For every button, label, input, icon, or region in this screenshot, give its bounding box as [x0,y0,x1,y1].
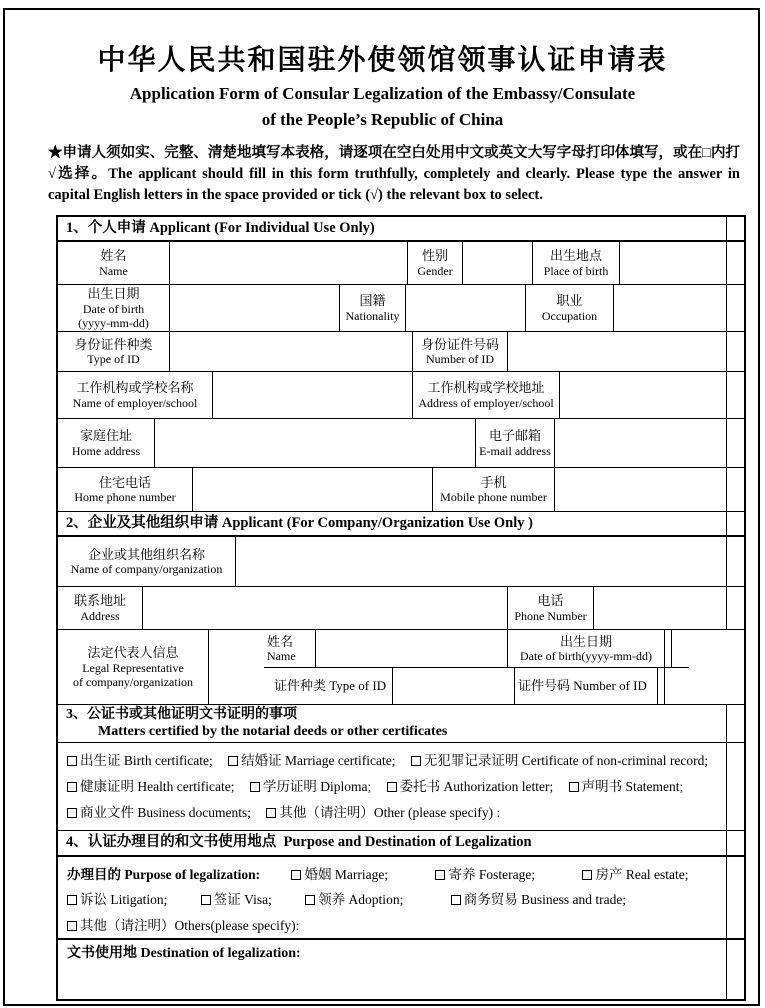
checkbox-adoption[interactable] [305,895,315,905]
checkbox-other-certificate[interactable] [266,808,276,818]
margin-cell [727,857,744,938]
company-name-input[interactable] [236,537,727,586]
checkbox-litigation[interactable] [67,895,77,905]
rep-dob-input[interactable] [665,630,672,667]
company-name-label: 企业或其他组织名称 Name of company/organization [58,537,236,586]
row-dob-nationality-occupation [58,285,744,332]
home-phone-label: 住宅电话 Home phone number [58,468,193,511]
row-employer [58,372,744,419]
rep-name-input[interactable] [316,630,508,667]
checkbox-item: 房产 Real estate; [582,867,688,882]
certificate-options-line2 [67,774,717,800]
rep-id-number-label: 证件号码 Number of ID [515,668,658,705]
checkbox-item: 领养 Adoption; [305,892,403,907]
employer-address-input[interactable] [560,372,727,418]
nationality-label: 国籍 Nationality [340,285,406,331]
margin-cell [727,940,744,999]
checkbox-item: 健康证明 Health certificate; [67,779,234,794]
margin-cell [727,468,744,511]
company-address-label: 联系地址 Address [58,587,143,629]
row-rep-name-dob [264,630,689,668]
birthplace-label: 出生地点 Place of birth [533,242,620,284]
checkbox-birth-certificate[interactable] [67,756,77,766]
purpose-label: 办理目的 Purpose of legalization: [67,867,261,882]
section1-header-row [58,217,744,242]
form-title-en-line1: Application Form of Consular Legalization of the Embassy/Consulate [129,84,636,103]
margin-cell [665,668,682,705]
instructions-en: The applicant should fill in this form truthfully, completely and clearly. Please type the answer in capital English letters in the space provided or tick (√) the relevant box to select. [48,166,740,203]
dob-input[interactable] [170,285,340,331]
section4-header-row [58,831,744,857]
checkbox-item: 商务贸易 Business and trade; [451,892,626,907]
margin-cell [672,630,689,667]
email-input[interactable] [555,419,727,467]
section1-title: 1、个人申请 Applicant (For Individual Use Only) [58,217,727,240]
certificate-options [58,743,727,830]
margin-cell [727,332,744,371]
employer-name-label: 工作机构或学校名称 Name of employer/school [58,372,213,418]
company-address-input[interactable] [143,587,508,629]
margin-cell [727,217,744,240]
checkbox-authorization-letter[interactable] [387,782,397,792]
dob-label: 出生日期 Date of birth (yyyy-mm-dd) [58,285,170,331]
employer-address-label: 工作机构或学校地址 Address of employer/school [413,372,560,418]
section2-title: 2、企业及其他组织申请 Applicant (For Company/Organization Use Only ) [58,512,727,535]
checkbox-business-trade[interactable] [451,895,461,905]
checkbox-fosterage[interactable] [435,870,445,880]
margin-cell [727,419,744,467]
rep-name-label: 姓名 Name [264,630,316,667]
checkbox-visa[interactable] [201,895,211,905]
id-number-input[interactable] [508,332,727,371]
checkbox-statement[interactable] [569,782,579,792]
checkbox-business-documents[interactable] [67,808,77,818]
destination-cell[interactable] [58,940,727,999]
employer-name-input[interactable] [213,372,413,418]
home-address-input[interactable] [155,419,476,467]
legal-rep-subtable [209,630,744,704]
row-name-gender-birthplace [58,242,744,285]
name-input[interactable] [170,242,408,284]
purpose-line1 [67,862,717,887]
checkbox-item: 学历证明 Diploma; [250,779,371,794]
checkbox-item: 商业文件 Business documents; [67,805,251,820]
id-type-input[interactable] [170,332,413,371]
checkbox-marriage[interactable] [291,870,301,880]
other-certificate-input[interactable] [409,826,717,830]
margin-cell [727,242,744,284]
name-label: 姓名 Name [58,242,170,284]
margin-cell [727,537,744,586]
filling-instructions [48,143,740,206]
destination-label: 文书使用地 Destination of legalization: [67,946,301,961]
checkbox-item: 出生证 Birth certificate; [67,753,213,768]
nationality-input[interactable] [406,285,526,331]
occupation-input[interactable] [614,285,727,331]
purpose-line3 [67,913,717,938]
form-table [56,215,746,1001]
gender-input[interactable] [463,242,533,284]
form-title-en-line2: of the People’s Republic of China [261,110,504,129]
checkbox-other-purpose[interactable] [67,921,77,931]
section3-title: 3、公证书或其他证明文书证明的事项 Matters certified by the notarial deeds or other certificates [58,705,727,742]
home-address-label: 家庭住址 Home address [58,419,155,467]
margin-cell [727,285,744,331]
row-home-address-email [58,419,744,468]
section2-header-row [58,512,744,537]
certificate-options-line3 [67,800,717,826]
checkbox-item: 签证 Visa; [201,892,272,907]
purpose-line2 [67,887,717,913]
checkbox-diploma[interactable] [250,782,260,792]
section3-header-row [58,705,744,743]
gender-label: 性别 Gender [408,242,463,284]
row-company-address-phone [58,587,744,630]
rep-dob-label: 出生日期 Date of birth(yyyy-mm-dd) [508,630,665,667]
form-title-zh: 中华人民共和国驻外使领馆领事认证申请表 [97,45,668,76]
mobile-phone-label: 手机 Mobile phone number [433,468,555,511]
purpose-options [58,857,727,938]
row-id-type-number [58,332,744,372]
id-number-label: 身份证件号码 Number of ID [413,332,508,371]
checkbox-item: 结婚证 Marriage certificate; [228,753,395,768]
checkbox-item: 无犯罪记录证明 Certificate of non-criminal record; [411,753,708,768]
instructions-zh: ★申请人须如实、完整、清楚地填写本表格，请逐项在空白处用中文或英文大写字母打印体填写，或在□内打√选择。 [48,145,740,182]
occupation-label: 职业 Occupation [526,285,614,331]
rep-id-type-input[interactable] [393,668,515,705]
legal-rep-label: 法定代表人信息 Legal Representative of company/organization [58,630,209,704]
checkbox-item: 寄养 Fosterage; [435,867,535,882]
margin-cell [727,705,744,742]
id-type-label: 身份证件种类 Type of ID [58,332,170,371]
company-phone-label: 电话 Phone Number [508,587,594,629]
row-phones [58,468,744,512]
row-rep-id [271,668,682,705]
checkbox-real-estate[interactable] [582,870,592,880]
rep-id-type-label: 证件种类 Type of ID [271,668,393,705]
checkbox-item: 婚姻 Marriage; [291,867,388,882]
checkbox-item: 其他（请注明）Others(please specify): [67,918,299,933]
email-label: 电子邮箱 E-mail address [476,419,555,467]
checkbox-item: 其他（请注明）Other (please specify) : [266,805,500,820]
checkbox-health-certificate[interactable] [67,782,77,792]
row-company-name [58,537,744,587]
home-phone-input[interactable] [193,468,433,511]
margin-cell [727,372,744,418]
certificate-options-line1 [67,748,717,774]
checkbox-item: 委托书 Authorization letter; [387,779,554,794]
margin-cell [727,831,744,855]
row-legal-representative [58,630,744,705]
birthplace-input[interactable] [620,242,727,284]
margin-cell [727,512,744,535]
section4-title: 4、认证办理目的和文书使用地点 Purpose and Destination of Legalization [58,831,727,855]
checkbox-marriage-certificate[interactable] [228,756,238,766]
section3-body-row [58,743,744,831]
margin-cell [727,743,744,830]
checkbox-item: 声明书 Statement; [569,779,684,794]
destination-row [58,940,744,999]
checkbox-item: 诉讼 Litigation; [67,892,167,907]
checkbox-non-criminal-record[interactable] [411,756,421,766]
section4-body-row [58,857,744,940]
mobile-phone-input[interactable] [555,468,727,511]
rep-id-number-input[interactable] [658,668,665,705]
margin-cell [727,587,744,629]
company-phone-input[interactable] [594,587,727,629]
